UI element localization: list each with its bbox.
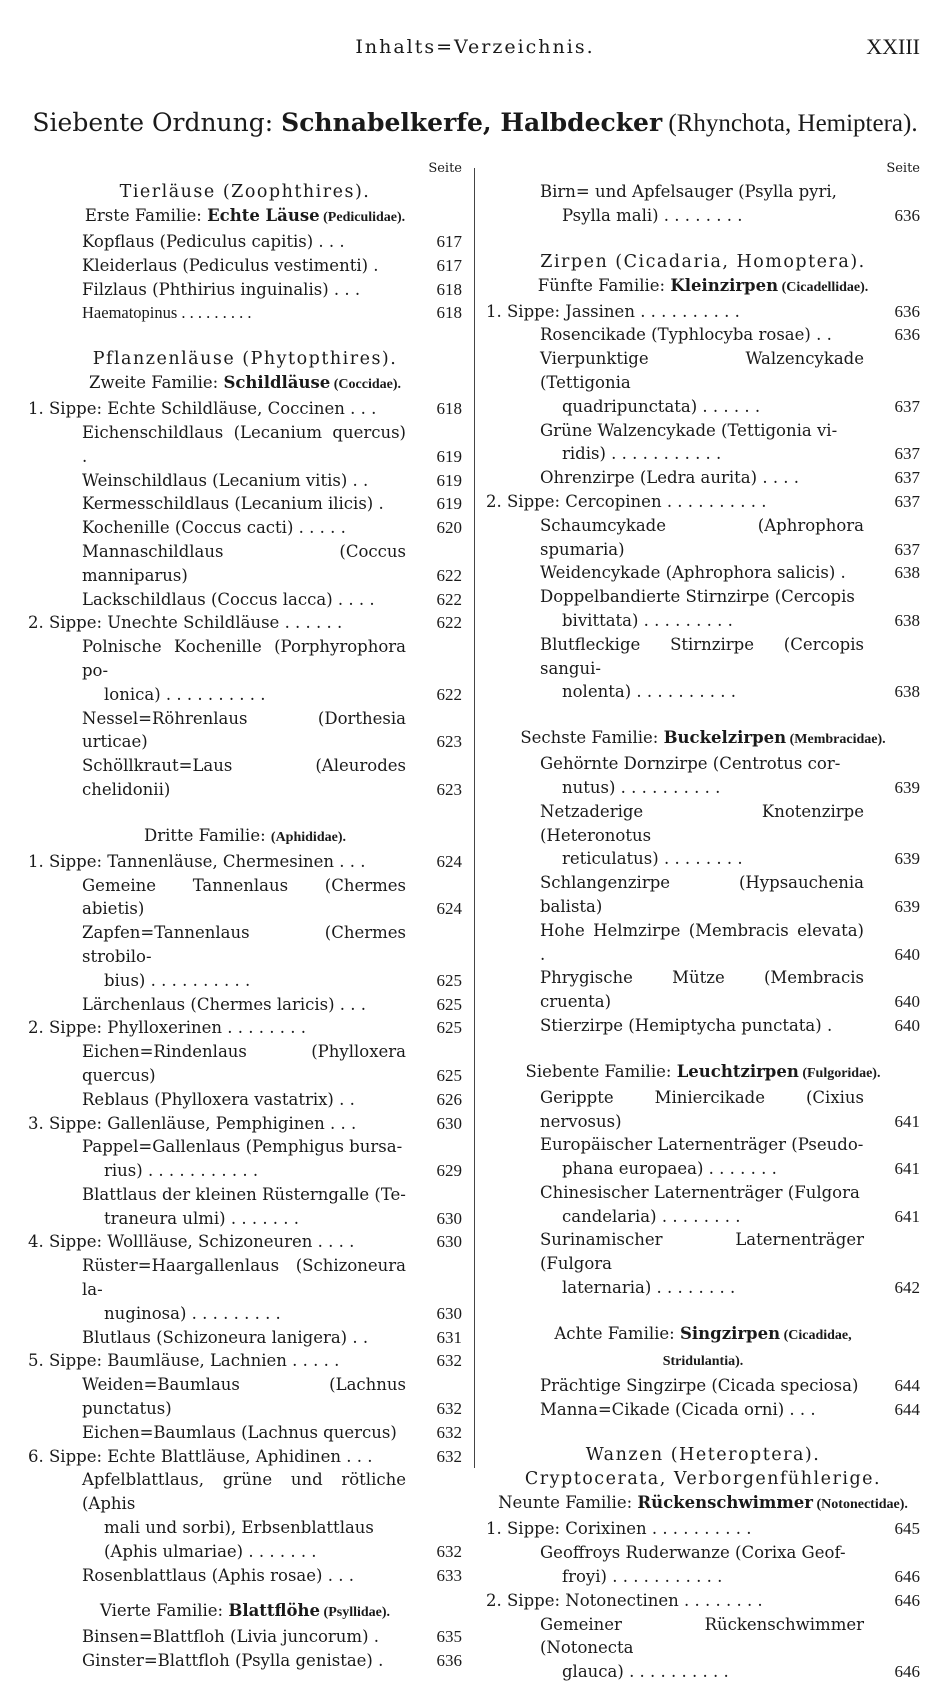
entry-page: 640: [894, 1015, 920, 1035]
toc-entry[interactable]: [486, 300, 920, 324]
family-prefix: Vierte Familie:: [99, 1601, 229, 1621]
entry-page: 617: [436, 255, 462, 275]
family-prefix: Zweite Familie:: [88, 373, 224, 393]
section-heading: Wanzen (Heteroptera).: [585, 1445, 821, 1466]
toc-entry[interactable]: [28, 301, 462, 325]
entry-page: 625: [436, 1065, 462, 1085]
order-title-prefix: Siebente Ordnung:: [32, 108, 282, 137]
spacer: [486, 1038, 920, 1060]
toc-entry[interactable]: [486, 1133, 920, 1181]
entry-text: Gerippte Miniercikade (Cixius nervosus): [540, 1087, 864, 1131]
entry-text: Hohe Helmzirpe (Membracis elevata) .: [540, 920, 864, 964]
entry-text: Netzaderige Knotenzirpe (Heteronotus: [540, 801, 864, 845]
entry-page: 629: [436, 1161, 462, 1181]
entry-text: Weiden=Baumlaus (Lachnus punctatus): [82, 1375, 406, 1419]
entry-page: 619: [436, 494, 462, 514]
entry-page: 636: [894, 325, 920, 345]
spacer: [28, 325, 462, 347]
entry-page: 636: [894, 205, 920, 225]
toc-entry[interactable]: [28, 540, 462, 588]
entry-page: 640: [894, 992, 920, 1012]
entry-text: Binsen=Blattfloh (Livia juncorum) .: [82, 1627, 380, 1647]
entry-text: 2. Sippe: Cercopinen . . . . . . . . . .: [486, 491, 767, 511]
toc-entry[interactable]: [486, 490, 920, 514]
entry-page: 622: [436, 684, 462, 704]
family-prefix: Dritte Familie:: [144, 825, 271, 845]
family-prefix: Siebente Familie:: [525, 1061, 677, 1081]
entry-text-continued: (Aphis ulmariae) . . . . . . .: [104, 1541, 317, 1561]
entry-text-continued: candelaria) . . . . . . . .: [562, 1206, 741, 1226]
entry-text-continued: laternaria) . . . . . . . .: [562, 1278, 736, 1298]
entry-text: Kochenille (Coccus cacti) . . . . .: [82, 518, 346, 538]
family-heading: [486, 726, 920, 752]
family-name: Echte Läuse: [207, 206, 320, 225]
entry-text: Grüne Walzencykade (Tettigonia vi-: [540, 420, 838, 440]
spacer: [486, 1421, 920, 1443]
entry-text-continued: ridis) . . . . . . . . . . .: [562, 444, 722, 464]
family-name: Schildläuse: [223, 373, 331, 393]
entry-text: Kermesschildlaus (Lecanium ilicis) .: [82, 494, 384, 514]
toc-entry[interactable]: [486, 633, 920, 704]
toc-entry[interactable]: [486, 1228, 920, 1299]
toc-entry[interactable]: [28, 516, 462, 540]
order-title-latin: (Rhynchota, Hemiptera).: [662, 110, 918, 137]
entry-page: 637: [894, 491, 920, 511]
entry-page: 630: [436, 1232, 462, 1252]
family-latin: (Membracidae).: [786, 732, 886, 748]
toc-entry[interactable]: [28, 588, 462, 612]
entry-text: 2. Sippe: Unechte Schildläuse . . . . . .: [28, 613, 343, 633]
entry-text: Eichenschildlaus (Lecanium quercus) .: [82, 422, 406, 466]
toc-entry[interactable]: [28, 921, 462, 992]
entry-page: 618: [436, 279, 462, 299]
entry-text: Schlangenzirpe (Hypsauchenia balista): [540, 873, 864, 916]
spacer: [486, 228, 920, 250]
entry-page: 618: [436, 399, 462, 419]
entry-text: 1. Sippe: Tannenläuse, Chermesinen . . .: [28, 851, 366, 871]
toc-entry[interactable]: [486, 1374, 920, 1398]
entry-text: Gemeine Tannenlaus (Chermes abietis): [82, 875, 406, 919]
family-name: Leuchtzirpen: [676, 1061, 799, 1081]
section-heading: Pflanzenläuse (Phytopthires).: [92, 349, 398, 370]
entry-page: 637: [894, 396, 920, 416]
entry-text: Blutfleckige Stirnzirpe (Cercopis sangui-: [540, 634, 864, 678]
toc-entry[interactable]: [28, 1183, 462, 1231]
entry-text-continued: bivittata) . . . . . . . . .: [562, 610, 733, 630]
entry-page: 622: [436, 565, 462, 585]
entry-text: 5. Sippe: Baumläuse, Lachnien . . . . .: [28, 1351, 340, 1371]
spacer: [28, 1587, 462, 1599]
entry-page: 639: [894, 896, 920, 916]
toc-entry[interactable]: [28, 1088, 462, 1112]
entry-text: Ohrenzirpe (Ledra aurita) . . . .: [540, 468, 800, 488]
family-heading: [486, 1060, 920, 1086]
toc-entry[interactable]: [486, 871, 920, 919]
toc-entry[interactable]: [486, 1613, 920, 1684]
entry-text: Gehörnte Dornzirpe (Centrotus cor-: [540, 754, 841, 774]
entry-text: Chinesischer Laternenträger (Fulgora: [540, 1182, 860, 1202]
entry-page: 623: [436, 732, 462, 752]
entry-text: Eichen=Baumlaus (Lachnus quercus): [82, 1422, 397, 1442]
toc-entry[interactable]: [28, 1112, 462, 1136]
entry-text: Polnische Kochenille (Porphyrophora po-: [82, 637, 406, 680]
family-latin: (Psyllidae).: [320, 1605, 391, 1621]
toc-entry[interactable]: [28, 1254, 462, 1325]
toc-entry[interactable]: [486, 347, 920, 418]
entry-text: Reblaus (Phylloxera vastatrix) . .: [82, 1089, 355, 1109]
entry-page: 624: [436, 899, 462, 919]
toc-entry[interactable]: [28, 421, 462, 469]
toc-entry[interactable]: [28, 397, 462, 421]
column-divider: [474, 168, 475, 1468]
entry-page: 632: [436, 1446, 462, 1466]
entry-page: 622: [436, 613, 462, 633]
family-prefix: Achte Familie:: [554, 1323, 680, 1343]
family-heading-continued: [486, 1348, 920, 1374]
toc-entry[interactable]: [28, 230, 462, 254]
toc-entry[interactable]: [486, 800, 920, 871]
entry-page: 641: [894, 1159, 920, 1179]
entry-text-continued: traneura ulmi) . . . . . . .: [104, 1208, 300, 1228]
family-heading: [486, 1491, 920, 1517]
entry-page: 637: [894, 539, 920, 559]
entry-page: 636: [894, 301, 920, 321]
toc-entry[interactable]: [28, 1230, 462, 1254]
toc-entry[interactable]: [28, 874, 462, 922]
entry-text: Kopflaus (Pediculus capitis) . . .: [82, 232, 345, 251]
entry-page: 637: [894, 468, 920, 488]
spacer: [28, 802, 462, 824]
family-name: Singzirpen: [679, 1323, 781, 1343]
entry-text: 2. Sippe: Phylloxerinen . . . . . . . .: [28, 1018, 306, 1038]
toc-entry[interactable]: [486, 1014, 920, 1038]
toc-entry[interactable]: [486, 1181, 920, 1229]
entry-page: 645: [894, 1519, 920, 1539]
entry-page: 637: [894, 444, 920, 464]
entry-page: 630: [436, 1113, 462, 1133]
entry-page: 624: [436, 851, 462, 871]
family-heading: [28, 371, 462, 397]
entry-page: 644: [894, 1375, 920, 1395]
entry-text: Lackschildlaus (Coccus lacca) . . . .: [82, 589, 375, 609]
entry-text-continued: froyi) . . . . . . . . . . .: [562, 1567, 723, 1587]
entry-page: 646: [894, 1567, 920, 1587]
entry-text-continued: lonica) . . . . . . . . . .: [104, 684, 266, 704]
toc-entry[interactable]: [28, 1564, 462, 1588]
entry-text-continued: rius) . . . . . . . . . . .: [104, 1161, 259, 1181]
toc-entry[interactable]: [486, 466, 920, 490]
entry-page: 619: [436, 446, 462, 466]
entry-text: Haematopinus . . . . . . . . .: [82, 303, 252, 323]
entry-page: 646: [894, 1662, 920, 1682]
entry-text: Blutlaus (Schizoneura lanigera) . .: [82, 1327, 369, 1347]
family-latin: (Aphididae).: [270, 829, 346, 845]
entry-page: 630: [436, 1208, 462, 1228]
toc-entry[interactable]: [28, 611, 462, 635]
entry-text-continued: nutus) . . . . . . . . . .: [562, 777, 721, 797]
entry-page: 626: [436, 1089, 462, 1109]
toc-entry[interactable]: [28, 1625, 462, 1649]
entry-page: 632: [436, 1541, 462, 1561]
entry-page: 646: [894, 1590, 920, 1610]
toc-entry[interactable]: [28, 492, 462, 516]
family-name: Kleinzirpen: [670, 275, 779, 295]
toc-entry[interactable]: [28, 1135, 462, 1183]
toc-entry[interactable]: [28, 1373, 462, 1421]
toc-entry[interactable]: [28, 754, 462, 802]
entry-text: Blattlaus der kleinen Rüsterngalle (Te-: [82, 1184, 406, 1204]
toc-entry[interactable]: [486, 180, 920, 228]
family-latin: (Notonectidae).: [813, 1497, 908, 1513]
entry-page: 632: [436, 1351, 462, 1371]
toc-entry[interactable]: [28, 635, 462, 706]
left-column: [28, 158, 462, 1673]
entry-text: Weidencykade (Aphrophora salicis) .: [540, 563, 846, 583]
toc-entry[interactable]: [486, 1398, 920, 1422]
entry-page: 633: [436, 1565, 462, 1585]
running-title: Inhalts=Verzeichnis.: [355, 36, 595, 58]
entry-text: Apfelblattlaus, grüne und rötliche (Aphis: [82, 1470, 406, 1514]
section-heading: Zirpen (Cicadaria, Homoptera).: [540, 251, 866, 272]
entry-page: 638: [894, 682, 920, 702]
entry-text: Zapfen=Tannenlaus (Chermes strobilo-: [82, 923, 406, 966]
toc-entry[interactable]: [28, 1326, 462, 1350]
entry-text: Schöllkraut=Laus (Aleurodes chelidonii): [82, 756, 406, 799]
entry-text: Europäischer Laternenträger (Pseudo-: [540, 1135, 864, 1155]
toc-entry[interactable]: [486, 919, 920, 967]
family-prefix: Neunte Familie:: [498, 1493, 638, 1513]
family-name: Buckelzirpen: [663, 728, 787, 748]
entry-page: 618: [436, 303, 462, 323]
toc-entry[interactable]: [486, 1086, 920, 1134]
entry-text: Weinschildlaus (Lecanium vitis) . .: [82, 470, 369, 490]
entry-text: 6. Sippe: Echte Blattläuse, Aphidinen . . .: [28, 1446, 373, 1466]
entry-text: Mannaschildlaus (Coccus manniparus): [82, 541, 406, 585]
toc-entry[interactable]: [486, 1517, 920, 1541]
section-heading: Tierläuse (Zoophthires).: [119, 182, 371, 202]
entry-page: 632: [436, 1422, 462, 1442]
family-latin: (Coccidae).: [330, 377, 402, 393]
entry-page: 631: [436, 1327, 462, 1347]
family-prefix: Sechste Familie:: [520, 728, 664, 748]
entry-text: 1. Sippe: Jassinen . . . . . . . . . .: [486, 301, 740, 321]
family-heading: [486, 274, 920, 300]
entry-page: 639: [894, 777, 920, 797]
entry-text: Pappel=Gallenlaus (Pemphigus bursa-: [82, 1137, 403, 1157]
entry-text-continued: nuginosa) . . . . . . . . .: [104, 1303, 281, 1323]
entry-text-continued: reticulatus) . . . . . . . .: [562, 849, 743, 869]
toc-entry[interactable]: [486, 1589, 920, 1613]
entry-text-continued: phana europaea) . . . . . . .: [562, 1159, 777, 1179]
toc-entry[interactable]: [28, 469, 462, 493]
entry-text-continued: nolenta) . . . . . . . . . .: [562, 682, 737, 702]
toc-entry[interactable]: [28, 1016, 462, 1040]
right-column: [486, 158, 920, 1684]
family-heading: [28, 1599, 462, 1625]
entry-text: Rüster=Haargallenlaus (Schizoneura la-: [82, 1256, 406, 1300]
entry-text: Prächtige Singzirpe (Cicada speciosa): [540, 1375, 859, 1395]
seite-label: Seite: [428, 161, 462, 176]
toc-entry[interactable]: [486, 419, 920, 467]
entry-text: 2. Sippe: Notonectinen . . . . . . . .: [486, 1590, 763, 1610]
entry-text: Doppelbandierte Stirnzirpe (Cercopis: [540, 587, 855, 607]
toc-entry[interactable]: [28, 707, 462, 755]
family-latin: (Cicadellidae).: [778, 279, 869, 295]
entry-text: Gemeiner Rückenschwimmer (Notonecta: [540, 1614, 864, 1658]
toc-entry[interactable]: [28, 993, 462, 1017]
entry-page: 620: [436, 518, 462, 538]
toc-entry[interactable]: [28, 1468, 462, 1563]
entry-text: Kleiderlaus (Pediculus vestimenti) .: [82, 255, 379, 275]
toc-entry[interactable]: [28, 254, 462, 278]
entry-text: Eichen=Rindenlaus (Phylloxera quercus): [82, 1042, 406, 1085]
toc-entry[interactable]: [486, 966, 920, 1014]
family-prefix: Fünfte Familie:: [537, 275, 671, 295]
entry-text: Rosencikade (Typhlocyba rosae) . .: [540, 325, 832, 345]
entry-text: 3. Sippe: Gallenläuse, Pemphiginen . . .: [28, 1113, 357, 1133]
entry-page: 625: [436, 1018, 462, 1038]
toc-entry[interactable]: [486, 514, 920, 562]
entry-page: 630: [436, 1303, 462, 1323]
page-number: XXIII: [866, 34, 920, 59]
entry-page: 641: [894, 1206, 920, 1226]
entry-page: 638: [894, 563, 920, 583]
spacer: [486, 704, 920, 726]
entry-page: 635: [436, 1627, 462, 1647]
order-title-bold: Schnabelkerfe, Halbdecker: [281, 108, 663, 137]
entry-text: Schaumcykade (Aphrophora spumaria): [540, 515, 864, 559]
toc-entry[interactable]: [486, 1541, 920, 1589]
entry-text: Geoffroys Ruderwanze (Corixa Geof-: [540, 1543, 846, 1563]
entry-page: 617: [436, 232, 462, 251]
toc-entry[interactable]: [486, 752, 920, 800]
entry-page: 644: [894, 1399, 920, 1419]
entry-text-continued: Psylla mali) . . . . . . . .: [562, 205, 743, 225]
entry-text: 4. Sippe: Wollläuse, Schizoneuren . . . .: [28, 1232, 355, 1252]
entry-page: 642: [894, 1278, 920, 1298]
entry-text: Stierzirpe (Hemiptycha punctata) .: [540, 1015, 833, 1035]
family-heading: [486, 1322, 920, 1348]
entry-page: 625: [436, 970, 462, 990]
entry-text: Surinamischer Laternenträger (Fulgora: [540, 1230, 864, 1274]
entry-text-continued: quadripunctata) . . . . . .: [562, 396, 761, 416]
family-name: Blattflöhe: [228, 1601, 321, 1621]
entry-page: 632: [436, 1399, 462, 1419]
entry-page: 625: [436, 994, 462, 1014]
spacer: [486, 1300, 920, 1322]
family-latin: (Pediculidae).: [319, 210, 406, 225]
toc-entry[interactable]: [28, 1421, 462, 1445]
entry-page: 640: [894, 944, 920, 964]
entry-page: 623: [436, 779, 462, 799]
family-heading: [28, 824, 462, 850]
toc-entry[interactable]: [486, 585, 920, 633]
order-title: [0, 108, 950, 138]
toc-entry[interactable]: [486, 561, 920, 585]
entry-text: Rosenblattlaus (Aphis rosae) . . .: [82, 1565, 354, 1585]
family-latin: (Cicadidae,: [780, 1327, 852, 1343]
entry-text: Filzlaus (Phthirius inguinalis) . . .: [82, 279, 361, 299]
family-latin: (Fulgoridae).: [798, 1065, 881, 1081]
entry-text: Phrygische Mütze (Membracis cruenta): [540, 968, 864, 1012]
entry-text-continued: bius) . . . . . . . . . .: [104, 970, 251, 990]
running-head: [0, 36, 950, 66]
entry-page: 641: [894, 1111, 920, 1131]
seite-label: Seite: [886, 161, 920, 176]
entry-text: Lärchenlaus (Chermes laricis) . . .: [82, 994, 367, 1014]
entry-page: 622: [436, 589, 462, 609]
toc-entry[interactable]: [28, 278, 462, 302]
entry-text-continued: mali und sorbi), Erbsenblattlaus: [104, 1518, 374, 1538]
family-name: Rückenschwimmer: [637, 1493, 814, 1513]
entry-text: Vierpunktige Walzencykade (Tettigonia: [540, 349, 864, 392]
family-prefix: Erste Familie:: [84, 206, 208, 225]
toc-entry[interactable]: [28, 1649, 462, 1673]
entry-text: Nessel=Röhrenlaus (Dorthesia urticae): [82, 708, 406, 752]
entry-page: 639: [894, 849, 920, 869]
section-heading: Cryptocerata, Verborgenfühlerige.: [524, 1469, 882, 1490]
entry-page: 636: [436, 1651, 462, 1671]
toc-entry[interactable]: [486, 323, 920, 347]
toc-entry[interactable]: [28, 850, 462, 874]
entry-page: 619: [436, 470, 462, 490]
entry-page: 638: [894, 610, 920, 630]
entry-text: Ginster=Blattfloh (Psylla genistae) .: [82, 1651, 384, 1671]
family-heading: [28, 204, 462, 230]
entry-text: 1. Sippe: Corixinen . . . . . . . . . .: [486, 1519, 752, 1539]
entry-text-continued: glauca) . . . . . . . . . .: [562, 1662, 729, 1682]
toc-entry[interactable]: [28, 1445, 462, 1469]
entry-text: 1. Sippe: Echte Schildläuse, Coccinen . . .: [28, 399, 377, 419]
entry-text: Manna=Cikade (Cicada orni) . . .: [540, 1399, 816, 1419]
toc-entry[interactable]: [28, 1349, 462, 1373]
toc-entry[interactable]: [28, 1040, 462, 1088]
family-latin: Stridulantia).: [662, 1353, 744, 1369]
entry-text: Birn= und Apfelsauger (Psylla pyri,: [540, 182, 837, 201]
